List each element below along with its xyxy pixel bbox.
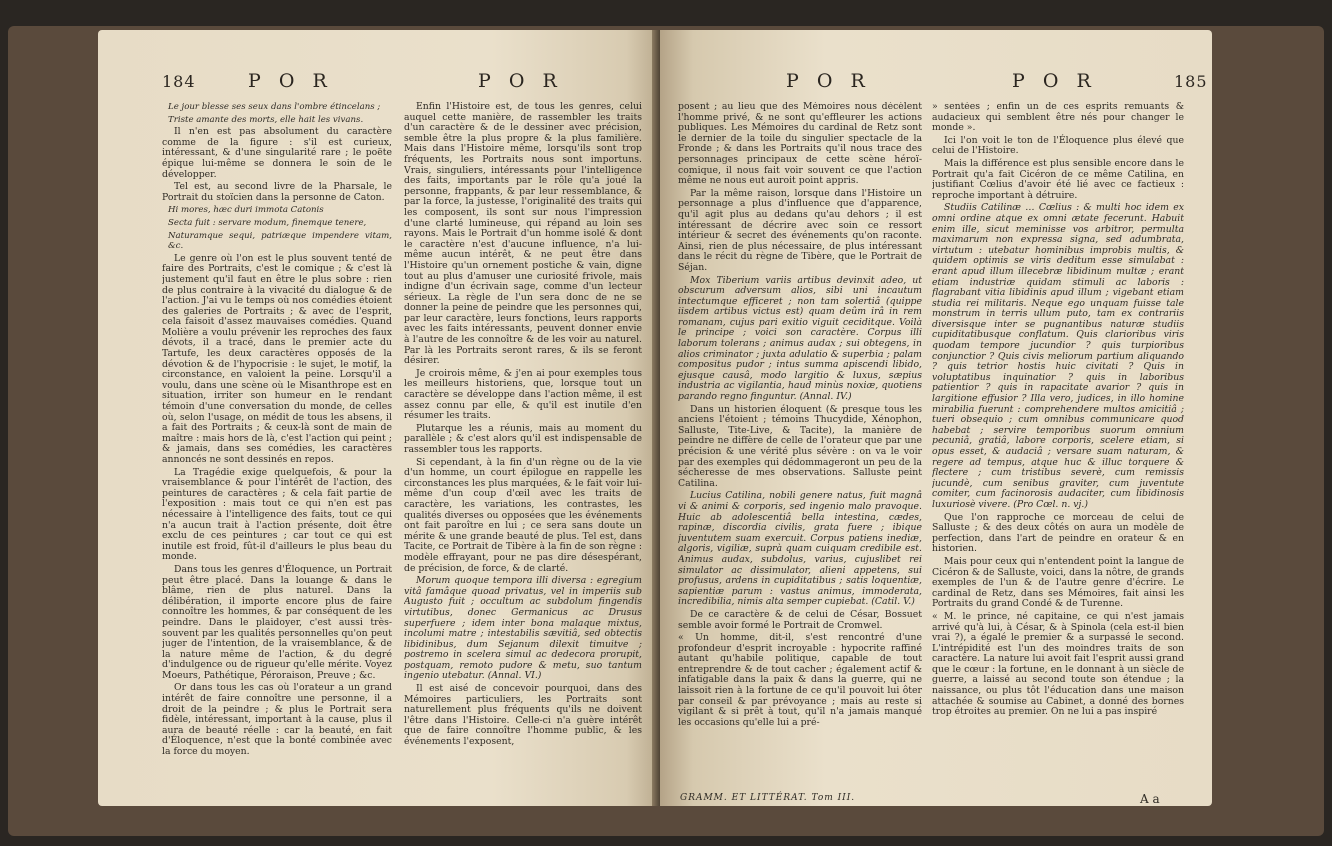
running-head: P O R (1012, 70, 1097, 92)
right-page-header (1174, 70, 1208, 96)
right-column-2 (932, 102, 1184, 792)
paragraph: Le genre où l'on est le plus souvent tenté de faire des Portraits, c'est le comique ; & c'est là justement qu'il faut en être le plus sobre : rien de plus contraire à la vivacité du dialogue & de l'action. J'ai vu le temps où nos comédies étoient des galeries de Portraits ; & avec de l'esprit, cela faisoit d'assez mauvaises comédies. Quand Molière a voulu prévenir les reproches des faux dévots, il a tracé, dans le premier acte du Tartufe, les deux caractères opposés de la dévotion & de l'hypocrisie : le sujet, le motif, la circonstance, en valoient la peine. Lorsqu'il a voulu, dans une scène où le Misanthrope est en situation, irriter son humeur en le rendant témoin d'une conversation du monde, de celles où, selon l'usage, on médit de tous les absens, il a fait des Portraits ; & ceux-là sont de main de maître : mais hors de là, c'est l'action qui peint ; & jamais, dans ses comédies, les caractères annoncés ne sont dessinés en repos. (162, 252, 392, 465)
paragraph: Mais pour ceux qui n'entendent point la langue de Cicéron & de Salluste, voici, dans la nôtre, de grands exemples de l'un & de l'autre genre d'écrire. Le cardinal de Retz, dans ses Mémoires, fait ainsi les Portraits du grand Condé & de Turenne. (932, 555, 1184, 610)
paragraph: Hi mores, hæc duri immota Catonis (168, 205, 324, 216)
left-page (98, 30, 660, 806)
paragraph: Mais la différence est plus sensible encore dans le Portrait qu'a fait Cicéron de ce même Catilina, en justifiant Cœlius d'avoir été lié avec ce factieux : reproche important à détruire. (932, 157, 1184, 201)
paragraph: Le jour blesse ses seux dans l'ombre étincelans ; (168, 102, 381, 112)
paragraph: Si cependant, à la fin d'un règne ou de la vie d'un homme, un court épilogue en rappelle les circonstances les plus marquées, & le fait voir lui-même d'un coup d'œil avec les traits de caractère, les variations, les contrastes, les qualités diverses ou opposées que les événements ont fait paroître en lui ; ce sera sans doute un mérite & une grande beauté de plus. Tel est, dans Tacite, ce Portrait de Tibère à la fin de son règne : modèle effrayant, pour ne pas dire désespérant, de précision, de force, & de clarté. (404, 456, 642, 574)
paragraph: Il est aisé de concevoir pourquoi, dans des Mémoires particuliers, les Portraits sont naturellement plus fréquents qu'ils ne doivent l'être dans l'Histoire. Celle-ci n'a guère intérêt que de faire connoître l'homme public, & les événements l'exposent, (404, 683, 642, 748)
left-column-2 (404, 102, 642, 792)
paragraph: Naturamque sequi, patriæque impendere vitam, &c. (168, 230, 392, 252)
paragraph: Tel est, au second livre de la Pharsale, le Portrait du stoïcien dans la personne de Caton. (162, 181, 392, 203)
paragraph: Ici l'on voit le ton de l'Éloquence plus élevé que celui de l'Histoire. (932, 134, 1184, 157)
paragraph: « M. le prince, né capitaine, ce qui n'est jamais arrivé qu'à lui, à César, & à Spinola (cela est-il bien vrai ?), a égalé le premier & a surpassé le second. L'intrépidité est l'un des moindres traits de son caractère. La nature lui avoit fait l'esprit aussi grand que le cœur : la fortune, en le donnant à un siècle de guerre, a laissé au second toute son étendue ; la naissance, ou plus tôt l'éducation dans une maison attachée & soumise au Cabinet, a donné des bornes trop étroites au premier. On ne lui a pas inspiré (932, 610, 1184, 718)
paragraph: Plutarque les a réunis, mais au moment du parallèle ; & c'est alors qu'il est indispensable de rassembler tous les rapports. (404, 422, 642, 455)
paragraph: Triste amante des morts, elle hait les vivans. (168, 114, 364, 125)
paragraph: Que l'on rapproche ce morceau de celui de Salluste ; & des deux côtés on aura un modèle de perfection, dans l'art de peindre en orateur & en historien. (932, 511, 1184, 555)
paragraph: Lucius Catilina, nobili genere natus, fuit magnâ vi & animi & corporis, sed ingenio malo pravoque. Huic ab adolescentiâ bella intestina, cædes, rapinæ, discordia civilis, grata fuere ; ibique juventutem suam exercuit. Corpus patiens inediæ, algoris, vigiliæ, suprà quam cuiquam credibile est. Animus audax, subdolus, varius, cujuslibet rei simulator ac dissimulator, alieni appetens, sui profusus, ardens in cupiditatibus ; satis loquentiæ, sapientiæ parum : vastus animus, immoderata, incredibilia, nimis alta semper cupiebat. (Catil. V.) (678, 490, 922, 608)
paragraph: Or dans tous les cas où l'orateur a un grand intérêt de faire connoître une personne, il a droit de la peindre ; & plus le Portrait sera fidèle, intéressant, important à la cause, plus il aura de beauté réelle : car la beauté, en fait d'Éloquence, n'est que la bonté combinée avec la force du moyen. (162, 682, 392, 758)
running-head: P O R (478, 70, 563, 92)
paragraph: Dans un historien éloquent (& presque tous les anciens l'étoient ; témoins Thucydide, Xénophon, Salluste, Tite-Live, & Tacite), la manière de peindre ne diffère de celle de l'orateur que par une précision & une vérité plus sévère : on va le voir par des exemples qui dédommageront un peu de la sécheresse de mes observations. Salluste peint Catilina. (678, 403, 922, 489)
running-head: P O R (786, 70, 871, 92)
paragraph: Par la même raison, lorsque dans l'Histoire un personnage a plus d'influence que d'apparence, qu'il agit plus au dedans qu'au dehors ; il est intéressant de décrire avec soin ce ressort intérieur & secret des événements qu'on raconte. Ainsi, rien de plus nécessaire, de plus intéressant dans le récit du règne de Tibère, que le Portrait de Séjan. (678, 187, 922, 273)
paragraph: Studiis Catilinæ … Cœlius : & multi hoc idem ex omni ordine atque ex omni ætate fecerunt. Habuit enim ille, sicut meminisse vos arbitror, permulta maximarum non expressa signa, sed adumbrata, virtutum : utebatur hominibus improbis multis, & quidem optimis se viris deditum esse simulabat : erant apud illum illecebræ libidinum multæ ; erant etiam industriæ quidam stimuli ac laboris : flagrabant vitia libidinis apud illum ; vigebant etiam studia rei militaris. Neque ego unquam fuisse tale monstrum in terris ullum puto, tam ex contrariis diversisque inter se pugnantibus naturæ studiis cupiditatibusque conflatum. Quis clarioribus viris quodam tempore jucundior ? quis turpioribus conjunctior ? Quis civis meliorum partium aliquando ? quis tetrior hostis huic civitati ? Quis in voluptatibus inquinatior ? quis in laboribus patientior ? quis in rapacitate avarior ? quis in largitione effusior ? Illa vero, judices, in illo homine mirabilia fuerunt : comprehendere multos amicitiâ ; tueri obsequio ; cum omnibus communicare quod habebat ; servire temporibus suorum omnium pecuniâ, gratiâ, labore corporis, scelere etiam, si opus esset, & audaciâ ; versare suam naturam, & regere ad tempus, atque huc & illuc torquere & flectere ; cum tristibus severè, cum remissis jucundè, cum senibus graviter, cum juventute comiter, cum facinorosis audaciter, cum libidinosis luxuriosè vivere. (Pro Cœl. n. vj.) (932, 202, 1184, 510)
left-page-header (162, 70, 196, 96)
page-number: 184 (162, 72, 196, 91)
paragraph: La Tragédie exige quelquefois, & pour la vraisemblance & pour l'intérêt de l'action, des peintures de caractères ; & cela fait partie de l'exposition : mais tout ce qui n'en est pas nécessaire à l'intelligence des faits, tout ce qui n'a aucun trait à l'action présente, doit être exclu de ces peintures ; car tout ce qui est inutile est froid, fût-il d'ailleurs le plus beau du monde. (162, 466, 392, 563)
signature-mark: A a (1140, 792, 1160, 806)
page-footer: GRAMM. ET LITTÉRAT. Tom III. (680, 793, 856, 803)
paragraph: Secta fuit : servare modum, finemque tenere, (168, 217, 367, 228)
right-page (660, 30, 1212, 806)
paragraph: Enfin l'Histoire est, de tous les genres, celui auquel cette manière, de rassembler les traits d'un caractère & de le dessiner avec précision, semble être la plus propre & la plus familière. Mais dans l'Histoire même, lorsqu'ils sont trop fréquents, les Portraits nous sont importuns. Vrais, singuliers, intéressants pour l'intelligence des faits, importants par le rôle qu'a joué la personne, frappants, & par leur ressemblance, & par la force, la justesse, l'originalité des traits qui les composent, ils sont sur nous l'impression d'une clarté lumineuse, qui répand au loin ses rayons. Mais le Portrait d'un homme isolé & dont le caractère n'est d'aucune influence, n'a lui-même aucun intérêt, & ne peut être dans l'Histoire qu'un ornement postiche & vain, digne tout au plus d'amuser une curiosité frivole, mais indigne d'un écrivain sage, comme d'un lecteur sérieux. La règle de l'un sera donc de ne se donner la peine de peindre que les personnes qui, par leur caractère, leurs fonctions, leurs rapports avec les faits intéressants, peuvent donner envie à l'autre de les connoître & de les voir au naturel. Par là les Portraits seront rares, & ils se feront désirer. (404, 102, 642, 367)
paragraph: Je croirois même, & j'en ai pour exemples tous les meilleurs historiens, que, lorsque tout un caractère se développe dans l'action même, il est assez connu par elle, & qu'il est inutile d'en résumer les traits. (404, 367, 642, 422)
paragraph: posent ; au lieu que des Mémoires nous décèlent l'homme privé, & ne sont qu'effleurer les actions publiques. Les Mémoires du cardinal de Retz sont le dernier de la toile du singulier spectacle de la Fronde ; & dans les Portraits qu'il nous trace des personnages principaux de cette scène héroï-comique, il nous fait voir souvent ce que l'action même ne nous eut auroit point appris. (678, 102, 922, 187)
paragraph: Morum quoque tempora illi diversa : egregium vitâ famâque quoad privatus, vel in imperiis sub Augusto fuit ; occultum ac subdolum fingendis virtutibus, donec Germanicus ac Drusus superfuere ; idem inter bona malaque mixtus, incolumi matre ; intestabilis sævitiâ, sed obtectis libidinibus, dum Sejanum dilexit timuitve ; postremo in scelera simul ac dedecora prorupit, postquam, remoto pudore & metu, suo tantum ingenio utebatur. (Annal. VI.) (404, 575, 642, 682)
paragraph: « Un homme, dit-il, s'est rencontré d'une profondeur d'esprit incroyable : hypocrite raffiné autant qu'habile politique, capable de tout entreprendre & de tout cacher ; également actif & infatigable dans la paix & dans la guerre, qui ne laissoit rien à la fortune de ce qu'il pouvoit lui ôter par conseil & par prévoyance ; mais au reste si vigilant & si prêt à tout, qu'il n'a jamais manqué les occasions qu'elle lui a pré- (678, 632, 922, 728)
paragraph: Il n'en est pas absolument du caractère comme de la figure : s'il est curieux, intéressant, & d'une singularité rare ; le poëte épique lui-même se donnera le soin de le développer. (162, 126, 392, 180)
page-number: 185 (1174, 72, 1208, 91)
left-column-1 (162, 102, 392, 792)
paragraph: Dans tous les genres d'Éloquence, un Portrait peut être placé. Dans la louange & dans le blâme, rien de plus naturel. Dans la délibération, il importe encore plus de faire connoître les hommes, & par conséquent de les peindre. Dans le plaidoyer, c'est aussi très-souvent par les qualités personnelles qu'on peut juger de l'intention, de la vraisemblance, & de la nature même de l'action, & du degré d'indulgence ou de rigueur qu'elle mérite. Voyez Moeurs, Pathétique, Péroraison, Preuve ; &c. (162, 563, 392, 681)
paragraph: De ce caractère & de celui de César, Bossuet semble avoir formé le Portrait de Cromwel. (678, 608, 922, 631)
paragraph: » sentées ; enfin un de ces esprits remuants & audacieux qui semblent être nés pour changer le monde ». (932, 102, 1184, 134)
running-head: P O R (248, 70, 333, 92)
paragraph: Mox Tiberium variis artibus devinxit adeo, ut obscurum adversum alios, sibi uni incautum intectumque efficeret ; non tam solertiâ (quippe iisdem artibus victus est) quam deûm irâ in rem romanam, cujus pari exitio viguit ceciditque. Voilà le principe ; voici son caractère. Corpus illi laborum tolerans ; animus audax ; sui obtegens, in alios criminator ; juxta adulatio & superbia ; palam compositus pudor ; intus summa apiscendi libido, ejusque causâ, modo largitio & luxus, sæpius industria ac vigilantia, haud minùs noxiæ, quotiens parando regno finguntur. (Annal. IV.) (678, 274, 922, 403)
right-column-1 (678, 102, 922, 792)
